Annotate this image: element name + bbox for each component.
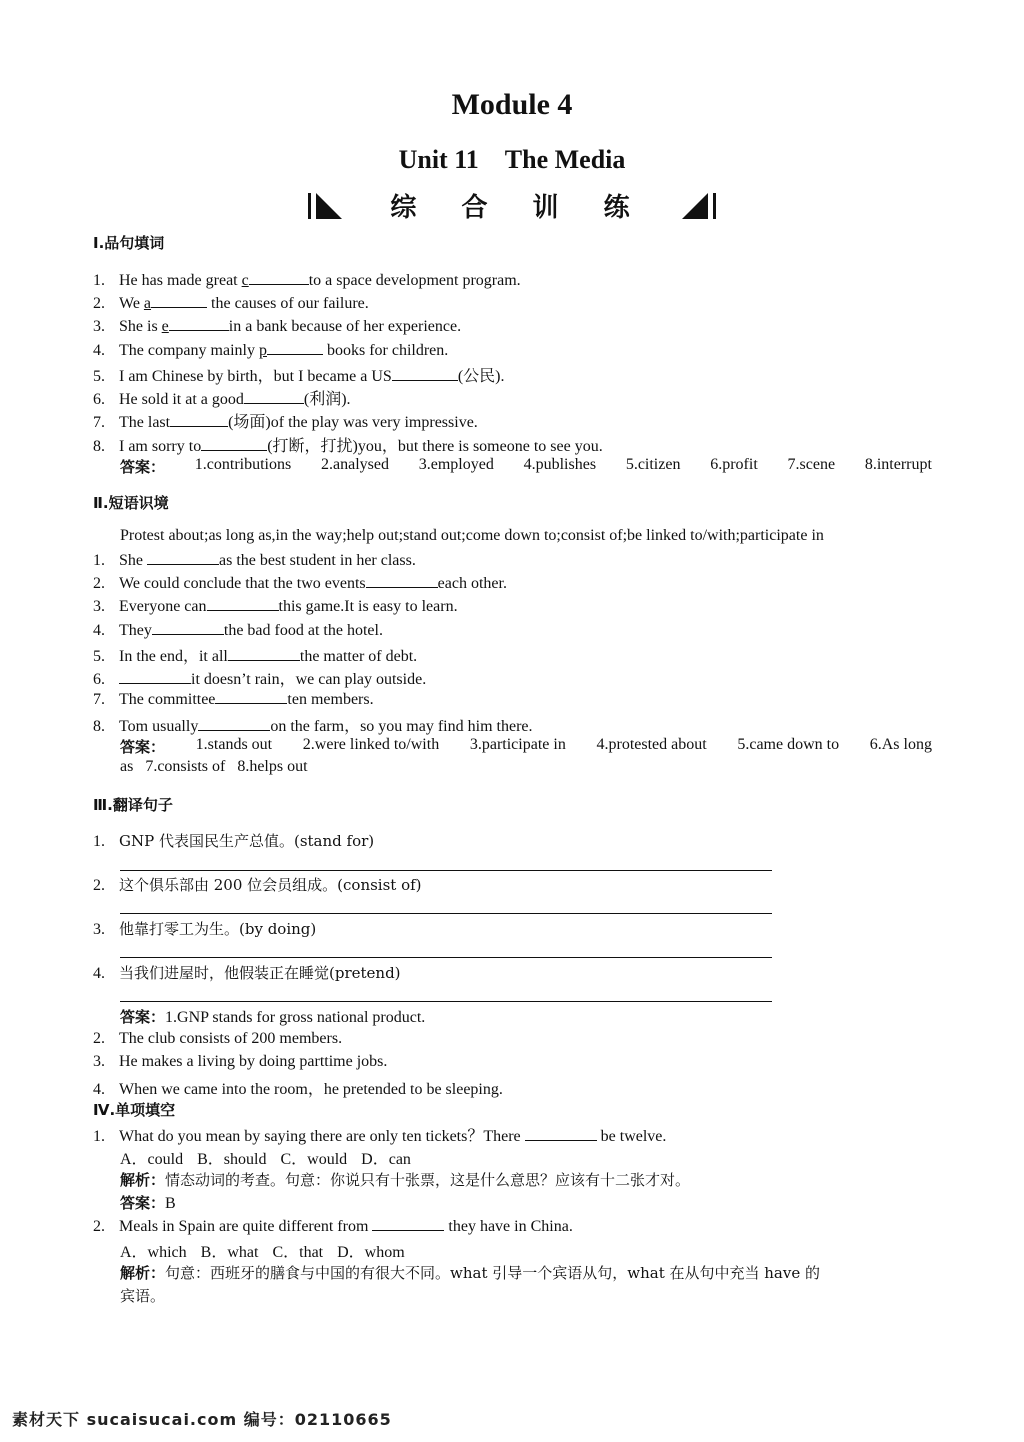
answer-item: 4.publishes xyxy=(523,456,597,473)
blank-line xyxy=(249,270,309,285)
blank-line xyxy=(169,316,229,331)
blank-line xyxy=(152,620,224,635)
item-text: I am Chinese by birth，but I became a US xyxy=(119,368,392,385)
item-text: We could conclude that the two events xyxy=(119,575,366,592)
option: B．should xyxy=(197,1151,267,1168)
answer-label: 答案： xyxy=(120,458,166,476)
option: A．which xyxy=(120,1244,187,1261)
answer-item: 6.profit xyxy=(710,456,758,473)
option: C．that xyxy=(272,1244,324,1261)
answer-item: 8.interrupt xyxy=(864,456,932,473)
blank-line xyxy=(392,366,458,381)
answer-item: 2.analysed xyxy=(320,456,389,473)
item-text: The committee xyxy=(119,691,216,708)
item-number: 8. xyxy=(93,718,105,735)
answer-item: 6.As long xyxy=(869,736,932,753)
item-number: 1. xyxy=(93,272,105,289)
unit-title xyxy=(0,145,1024,175)
item-text: The last xyxy=(119,414,171,431)
item-text: She is xyxy=(119,318,162,335)
phrase-item xyxy=(93,596,458,616)
blank-line xyxy=(215,689,287,704)
blank-line xyxy=(228,646,300,661)
fill-in-item xyxy=(93,386,351,409)
option: C．would xyxy=(280,1151,348,1168)
section-2-heading: Ⅱ.短语识境 xyxy=(93,494,169,512)
section-1-answers xyxy=(120,456,932,477)
item-text: 当我们进屋时，他假装正在睡觉(pretend) xyxy=(119,964,401,982)
item-number: 6. xyxy=(93,671,105,688)
banner-title: 综 合 训 练 xyxy=(390,193,648,223)
item-text: as the best student in her class. xyxy=(219,552,416,569)
item-text: 这个俱乐部由 200 位会员组成。(consist of) xyxy=(119,876,422,894)
option: D．whom xyxy=(337,1244,405,1261)
analysis-label: 解析： xyxy=(120,1264,166,1282)
blank-line xyxy=(372,1216,444,1231)
question-2-options xyxy=(120,1239,419,1262)
item-text: In the end，it all xyxy=(119,648,228,665)
question-text: What do you mean by saying there are only ten tickets？There xyxy=(119,1128,525,1145)
question-1-analysis xyxy=(120,1169,690,1190)
item-number: 5. xyxy=(93,368,105,385)
phrase-bank: Protest about;as long as,in the way;help out;stand out;come down to;consist of;be linked to/with;participate in xyxy=(120,527,824,544)
item-text: ten members. xyxy=(287,691,374,708)
item-number: 6. xyxy=(93,391,105,408)
item-number: 8. xyxy=(93,438,105,455)
option: A．could xyxy=(120,1151,184,1168)
answer-item: 1.stands out xyxy=(195,736,273,753)
answer-item: 3.employed xyxy=(418,456,494,473)
blank-line xyxy=(525,1126,597,1141)
item-number: 3. xyxy=(93,598,105,615)
blank-line xyxy=(151,293,207,308)
item-number: 2. xyxy=(93,295,105,312)
item-number: 7. xyxy=(93,691,105,708)
fill-in-item xyxy=(93,409,478,432)
item-text: 他靠打零工为生。(by doing) xyxy=(119,920,317,938)
item-number: 4. xyxy=(93,342,105,359)
answer-text: 1.GNP stands for gross national product. xyxy=(165,1009,426,1026)
item-text: She xyxy=(119,552,147,569)
item-text: the causes of our failure. xyxy=(207,295,369,312)
fill-in-item xyxy=(93,293,369,313)
fill-in-item xyxy=(93,340,448,360)
section-3-heading: Ⅲ.翻译句子 xyxy=(93,796,173,814)
fill-in-item xyxy=(93,433,603,456)
answer-line xyxy=(120,870,772,871)
answer-item: 3.participate in xyxy=(469,736,566,753)
item-number: 4. xyxy=(93,965,105,982)
item-number: 4. xyxy=(93,1081,105,1098)
item-number: 4. xyxy=(93,622,105,639)
question-2 xyxy=(93,1216,573,1236)
fill-in-item xyxy=(93,270,521,290)
unit-number: Unit 11 xyxy=(398,145,479,174)
blank-line xyxy=(119,669,191,684)
blank-line xyxy=(267,340,323,355)
blank-line xyxy=(198,716,270,731)
item-text: each other. xyxy=(437,575,507,592)
item-number: 3. xyxy=(93,921,105,938)
answer-label: 答案： xyxy=(120,1008,166,1026)
answer-item: 1.contributions xyxy=(194,456,292,473)
translation-item xyxy=(93,962,401,983)
section-banner xyxy=(0,187,1024,224)
question-2-analysis xyxy=(120,1262,820,1283)
item-number: 2. xyxy=(93,1030,105,1047)
answer-line xyxy=(120,1001,772,1002)
translation-item xyxy=(93,918,316,939)
item-text: it doesn’t rain，we can play outside. xyxy=(191,671,427,688)
blank-line xyxy=(207,596,279,611)
item-number: 3. xyxy=(93,318,105,335)
item-text: We xyxy=(119,295,144,312)
fill-in-item xyxy=(93,363,505,386)
item-number: 1. xyxy=(93,552,105,569)
translation-item xyxy=(93,830,374,851)
phrase-item xyxy=(93,620,383,640)
section-1-heading: Ⅰ.品句填词 xyxy=(93,234,165,252)
item-number: 1. xyxy=(93,833,105,850)
banner-right-bar-icon xyxy=(713,193,716,219)
item-text: He has made great xyxy=(119,272,242,289)
phrase-item xyxy=(93,643,417,666)
fill-in-item xyxy=(93,316,461,336)
answer-text: He makes a living by doing parttime jobs. xyxy=(119,1053,388,1070)
item-number: 2. xyxy=(93,877,105,894)
item-text: this game.It is easy to learn. xyxy=(278,598,458,615)
question-1-answer xyxy=(120,1192,176,1213)
item-text: (公民). xyxy=(457,368,505,385)
answer-item: 5.came down to xyxy=(737,736,840,753)
section-3-answer xyxy=(93,1053,387,1071)
item-text: He sold it at a good xyxy=(119,391,244,408)
section-4-heading: Ⅳ.单项填空 xyxy=(93,1101,176,1119)
section-2-answers-line-2: as 7.consists of 8.helps out xyxy=(120,758,308,775)
phrase-item xyxy=(93,713,533,736)
blank-line xyxy=(366,573,438,588)
banner-right-triangle-icon xyxy=(682,193,708,219)
item-text: Tom usually xyxy=(119,718,199,735)
question-text: be twelve. xyxy=(596,1128,667,1145)
answer-item: 7.scene xyxy=(787,456,836,473)
answer-line xyxy=(120,957,772,958)
section-3-answer-1 xyxy=(120,1006,425,1027)
answer-item: 2.were linked to/with xyxy=(302,736,440,753)
answer-label: 答案： xyxy=(120,738,166,756)
section-3-answer xyxy=(93,1030,342,1048)
item-text: to a space development program. xyxy=(308,272,521,289)
banner-left-triangle-icon xyxy=(316,193,342,219)
analysis-label: 解析： xyxy=(120,1171,166,1189)
item-number: 2. xyxy=(93,1218,105,1235)
blank-line xyxy=(244,389,304,404)
question-1-options xyxy=(120,1146,425,1169)
blank-line xyxy=(147,550,219,565)
hint-letter: c xyxy=(241,272,249,289)
answer-text: The club consists of 200 members. xyxy=(119,1030,343,1047)
item-number: 3. xyxy=(93,1053,105,1070)
unit-name: The Media xyxy=(504,145,626,174)
blank-line xyxy=(201,436,267,451)
answer-label: 答案： xyxy=(120,1194,166,1212)
answer-line xyxy=(120,913,772,914)
phrase-item xyxy=(93,550,416,570)
item-text: the matter of debt. xyxy=(299,648,418,665)
item-text: (利润). xyxy=(303,391,351,408)
module-title: Module 4 xyxy=(451,88,573,121)
phrase-item xyxy=(93,689,374,709)
phrase-item xyxy=(93,573,507,593)
item-text: on the farm，so you may find him there. xyxy=(270,718,533,735)
item-number: 1. xyxy=(93,1128,105,1145)
blank-line xyxy=(170,412,228,427)
answer-item: 4.protested about xyxy=(596,736,707,753)
question-text: they have in China. xyxy=(444,1218,573,1235)
analysis-text: 句意：西班牙的膳食与中国的有很大不同。what 引导一个宾语从句，what 在从句中充当 have 的 xyxy=(165,1264,820,1282)
question-1 xyxy=(93,1123,666,1146)
banner-left-bar-icon xyxy=(308,193,311,219)
item-number: 7. xyxy=(93,414,105,431)
section-2-answers-line-1 xyxy=(120,736,932,757)
hint-letter: p xyxy=(258,342,267,359)
option: B．what xyxy=(200,1244,259,1261)
item-text: I am sorry to xyxy=(119,438,202,455)
section-3-answer xyxy=(93,1076,503,1099)
item-text: Everyone can xyxy=(119,598,207,615)
hint-letter: a xyxy=(143,295,152,312)
question-text: Meals in Spain are quite different from xyxy=(119,1218,373,1235)
item-text: in a bank because of her experience. xyxy=(228,318,462,335)
item-number: 5. xyxy=(93,648,105,665)
analysis-text: 情态动词的考查。句意：你说只有十张票，这是什么意思？应该有十二张才对。 xyxy=(165,1171,691,1189)
translation-item xyxy=(93,874,422,895)
question-2-analysis-cont: 宾语。 xyxy=(120,1287,166,1305)
phrase-item xyxy=(93,666,426,689)
item-text: They xyxy=(119,622,152,639)
item-text: The company mainly xyxy=(119,342,259,359)
watermark: 素材天下 sucaisucai.com 编号：02110665 xyxy=(12,1410,392,1429)
item-text: books for children. xyxy=(322,342,449,359)
item-text: (场面)of the play was very impressive. xyxy=(228,414,478,431)
hint-letter: e xyxy=(161,318,169,335)
option: D．can xyxy=(361,1151,411,1168)
answer-text: B xyxy=(165,1195,176,1212)
answer-text: When we came into the room，he pretended to be sleeping. xyxy=(119,1081,503,1098)
item-text: (打断，打扰)you，but there is someone to see you. xyxy=(267,438,603,455)
item-number: 2. xyxy=(93,575,105,592)
answer-item: 5.citizen xyxy=(625,456,681,473)
item-text: GNP 代表国民生产总值。(stand for) xyxy=(119,832,375,850)
item-text: the bad food at the hotel. xyxy=(223,622,383,639)
